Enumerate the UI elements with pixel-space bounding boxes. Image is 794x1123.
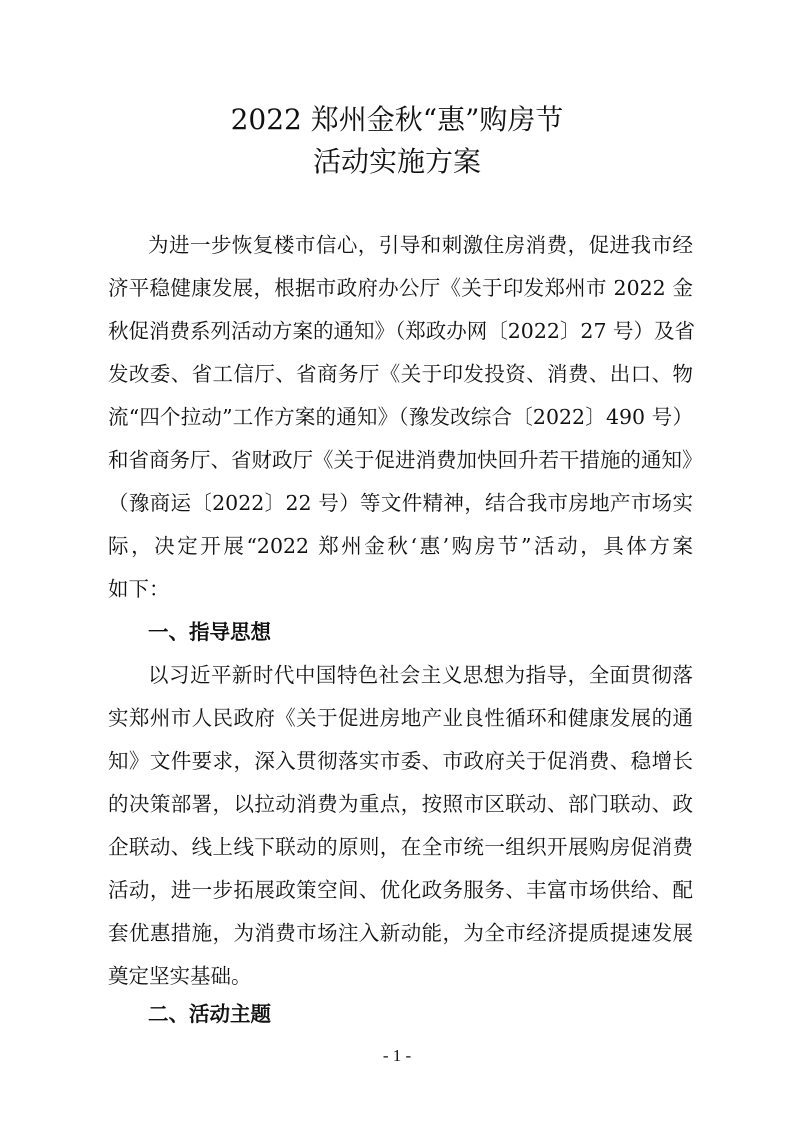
section-heading-activity-theme: 二、活动主题 (148, 1002, 271, 1026)
document-title-line1: 2022 郑州金秋“惠”购房节 (230, 103, 564, 136)
section1-line: 奠定坚实基础。 (108, 964, 252, 988)
intro-line: 秋促消费系列活动方案的通知》（郑政办网〔2022〕27 号）及省 (108, 319, 696, 343)
intro-line: 流“四个拉动”工作方案的通知》（豫发改综合〔2022〕490 号） (108, 405, 693, 429)
section1-line: 以习近平新时代中国特色社会主义思想为指导，全面贯彻落 (148, 663, 693, 687)
intro-line: 如下： (108, 577, 170, 601)
section1-line: 套优惠措施，为消费市场注入新动能，为全市经济提质提速发展 (108, 921, 693, 945)
section1-line: 企联动、线上线下联动的原则，在全市统一组织开展购房促消费 (108, 835, 693, 859)
section-heading-guiding-ideology: 一、指导思想 (148, 620, 271, 644)
intro-line: 为进一步恢复楼市信心，引导和刺激住房消费，促进我市经 (148, 233, 693, 257)
intro-line: 济平稳健康发展，根据市政府办公厅《关于印发郑州市 2022 金 (108, 276, 693, 300)
intro-line: 际，决定开展“2022 郑州金秋‘惠’购房节”活动，具体方案 (108, 534, 693, 558)
section1-line: 活动，进一步拓展政策空间、优化政务服务、丰富市场供给、配 (108, 878, 693, 902)
intro-line: 发改委、省工信厅、省商务厅《关于印发投资、消费、出口、物 (108, 362, 693, 386)
intro-line: （豫商运〔2022〕22 号）等文件精神，结合我市房地产市场实 (108, 491, 693, 515)
section1-line: 实郑州市人民政府《关于促进房地产业良性循环和健康发展的通 (108, 706, 693, 730)
page-number: - 1 - (382, 1046, 412, 1065)
section1-line: 的决策部署，以拉动消费为重点，按照市区联动、部门联动、政 (108, 792, 693, 816)
intro-line: 和省商务厅、省财政厅《关于促进消费加快回升若干措施的通知》 (108, 448, 703, 472)
section1-line: 知》文件要求，深入贯彻落实市委、市政府关于促消费、稳增长 (108, 749, 693, 773)
document-title-line2: 活动实施方案 (312, 145, 481, 178)
